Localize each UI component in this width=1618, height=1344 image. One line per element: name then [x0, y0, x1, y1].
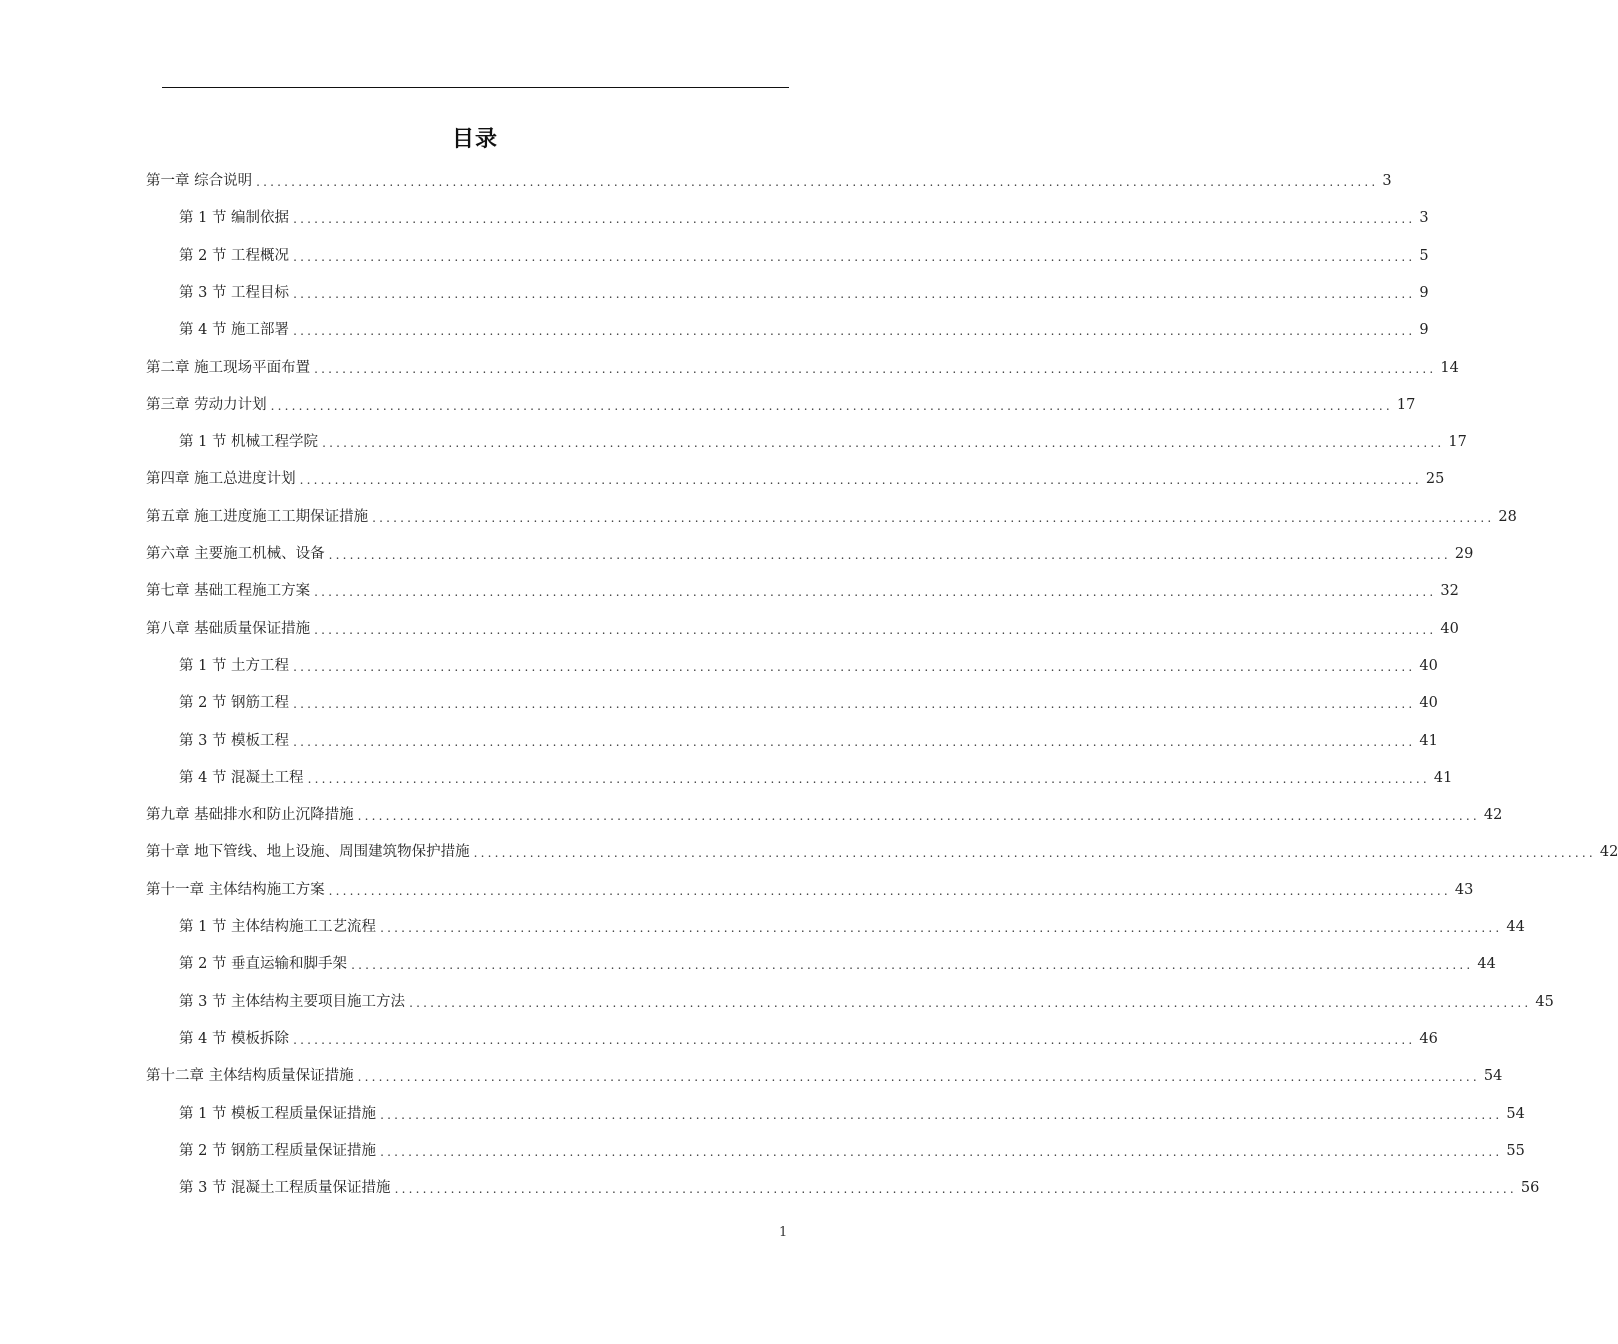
toc-entry-page-number: 28: [1498, 508, 1517, 525]
toc-entry-label: 第 1 节 土方工程: [179, 657, 290, 674]
toc-chapter-entry[interactable]: [146, 804, 1503, 826]
toc-dot-leader: ................................................................................................................................................................: [409, 995, 1532, 1010]
toc-entry-label: 第 3 节 主体结构主要项目施工方法: [179, 993, 406, 1010]
toc-section-entry[interactable]: [179, 282, 1429, 304]
toc-section-entry[interactable]: [179, 319, 1429, 341]
toc-entry-label: 第十章 地下管线、地上设施、周围建筑物保护措施: [146, 844, 470, 861]
toc-entry-page-number: 40: [1419, 657, 1438, 674]
toc-entry-page-number: 9: [1419, 322, 1429, 339]
toc-dot-leader: ................................................................................................................................................................: [270, 398, 1393, 413]
toc-dot-leader: ................................................................................................................................................................: [357, 1070, 1480, 1085]
toc-chapter-entry[interactable]: [146, 170, 1392, 192]
toc-dot-leader: ................................................................................................................................................................: [293, 659, 1416, 674]
toc-chapter-entry[interactable]: [146, 618, 1459, 640]
toc-entry-page-number: 45: [1535, 993, 1554, 1010]
toc-chapter-entry[interactable]: [146, 879, 1474, 901]
toc-section-entry[interactable]: [179, 245, 1429, 267]
toc-entry-label: 第 2 节 工程概况: [179, 247, 290, 264]
toc-dot-leader: ................................................................................................................................................................: [293, 697, 1416, 712]
toc-entry-label: 第四章 施工总进度计划: [146, 471, 296, 488]
toc-entry-label: 第 3 节 模板工程: [179, 732, 290, 749]
toc-dot-leader: ................................................................................................................................................................: [293, 212, 1416, 227]
toc-dot-leader: ................................................................................................................................................................: [357, 809, 1480, 824]
toc-entry-label: 第十一章 主体结构施工方案: [146, 881, 325, 898]
toc-section-entry[interactable]: [179, 916, 1525, 938]
toc-entry-label: 第六章 主要施工机械、设备: [146, 546, 325, 562]
toc-entry-label: 第 3 节 混凝土工程质量保证措施: [179, 1180, 391, 1197]
toc-dot-leader: ................................................................................................................................................................: [307, 771, 1430, 786]
toc-chapter-entry[interactable]: [146, 1065, 1503, 1087]
toc-section-entry[interactable]: [179, 1140, 1525, 1162]
toc-section-entry[interactable]: [179, 1103, 1525, 1125]
toc-dot-leader: ................................................................................................................................................................: [314, 361, 1437, 376]
toc-entry-label: 第 1 节 模板工程质量保证措施: [179, 1105, 377, 1122]
toc-dot-leader: ................................................................................................................................................................: [394, 1182, 1517, 1197]
toc-dot-leader: ................................................................................................................................................................: [372, 510, 1495, 525]
toc-entry-label: 第 1 节 主体结构施工工艺流程: [179, 919, 377, 935]
toc-entry-page-number: 54: [1506, 1105, 1525, 1122]
toc-entry-label: 第八章 基础质量保证措施: [146, 620, 311, 637]
toc-chapter-entry[interactable]: [146, 841, 1618, 863]
toc-dot-leader: ................................................................................................................................................................: [293, 324, 1416, 339]
toc-dot-leader: ................................................................................................................................................................: [380, 1107, 1503, 1122]
toc-entry-page-number: 41: [1433, 769, 1453, 786]
toc-entry-page-number: 3: [1419, 210, 1429, 227]
toc-entry-label: 第七章 基础工程施工方案: [146, 583, 311, 600]
toc-entry-label: 第十二章 主体结构质量保证措施: [146, 1068, 354, 1085]
toc-dot-leader: ................................................................................................................................................................: [293, 734, 1416, 749]
toc-chapter-entry[interactable]: [146, 394, 1416, 416]
toc-chapter-entry[interactable]: [146, 357, 1459, 379]
toc-dot-leader: ................................................................................................................................................................: [256, 175, 1379, 189]
toc-dot-leader: ................................................................................................................................................................: [328, 883, 1451, 898]
toc-entry-label: 第 2 节 钢筋工程: [179, 695, 290, 712]
toc-chapter-entry[interactable]: [146, 506, 1517, 528]
toc-entry-label: 第 4 节 模板拆除: [179, 1030, 290, 1047]
toc-dot-leader: ................................................................................................................................................................: [351, 958, 1474, 973]
toc-entry-label: 第 3 节 工程目标: [179, 284, 290, 301]
toc-entry-page-number: 3: [1382, 173, 1392, 189]
toc-dot-leader: ................................................................................................................................................................: [322, 436, 1445, 451]
toc-dot-leader: ................................................................................................................................................................: [293, 1032, 1416, 1047]
toc-entry-page-number: 44: [1477, 956, 1496, 973]
toc-entry-page-number: 40: [1419, 695, 1438, 712]
page-title: 目录: [451, 126, 498, 152]
toc-entry-label: 第 1 节 编制依据: [179, 210, 290, 227]
toc-chapter-entry[interactable]: [146, 580, 1459, 602]
toc-entry-label: 第 1 节 机械工程学院: [179, 434, 319, 451]
toc-section-entry[interactable]: [179, 207, 1429, 229]
toc-entry-label: 第 4 节 施工部署: [179, 322, 290, 339]
toc-entry-page-number: 42: [1483, 807, 1503, 824]
toc-entry-label: 第 2 节 垂直运输和脚手架: [179, 956, 348, 973]
toc-entry-page-number: 41: [1419, 732, 1438, 749]
toc-entry-page-number: 55: [1506, 1142, 1525, 1159]
toc-section-entry[interactable]: [179, 767, 1453, 789]
toc-entry-page-number: 9: [1419, 284, 1429, 301]
toc-section-entry[interactable]: [179, 730, 1438, 752]
toc-entry-page-number: 17: [1448, 434, 1467, 451]
toc-entry-label: 第 4 节 混凝土工程: [179, 769, 304, 786]
toc-entry-label: 第三章 劳动力计划: [146, 396, 267, 413]
toc-entry-label: 第 2 节 钢筋工程质量保证措施: [179, 1142, 377, 1159]
toc-dot-leader: ................................................................................................................................................................: [328, 548, 1451, 562]
toc-entry-page-number: 5: [1419, 247, 1429, 264]
toc-entry-label: 第五章 施工进度施工工期保证措施: [146, 508, 369, 525]
toc-section-entry[interactable]: [179, 431, 1467, 453]
toc-section-entry[interactable]: [179, 1028, 1438, 1050]
toc-entry-page-number: 25: [1425, 471, 1445, 488]
toc-entry-page-number: 54: [1483, 1068, 1503, 1085]
toc-entry-page-number: 14: [1440, 359, 1459, 376]
toc-entry-label: 第九章 基础排水和防止沉降措施: [146, 807, 354, 824]
toc-entry-page-number: 42: [1599, 844, 1618, 861]
toc-entry-page-number: 40: [1440, 620, 1459, 637]
toc-entry-page-number: 44: [1506, 919, 1525, 935]
toc-section-entry[interactable]: [179, 953, 1496, 975]
toc-dot-leader: ................................................................................................................................................................: [314, 622, 1437, 637]
toc-dot-leader: ................................................................................................................................................................: [380, 921, 1503, 935]
toc-entry-page-number: 43: [1454, 881, 1474, 898]
toc-entry-label: 第二章 施工现场平面布置: [146, 359, 311, 376]
toc-entry-page-number: 32: [1440, 583, 1459, 600]
toc-section-entry[interactable]: [179, 655, 1438, 677]
toc-dot-leader: ................................................................................................................................................................: [293, 249, 1416, 264]
toc-dot-leader: ................................................................................................................................................................: [314, 585, 1437, 600]
toc-chapter-entry[interactable]: [146, 543, 1474, 565]
toc-dot-leader: ................................................................................................................................................................: [293, 286, 1416, 301]
toc-section-entry[interactable]: [179, 692, 1438, 714]
toc-dot-leader: ................................................................................................................................................................: [380, 1144, 1503, 1159]
toc-section-entry[interactable]: [179, 1177, 1540, 1199]
toc-dot-leader: ................................................................................................................................................................: [473, 846, 1596, 861]
toc-entry-page-number: 29: [1454, 546, 1474, 562]
toc-entry-page-number: 46: [1419, 1030, 1438, 1047]
toc-entry-page-number: 56: [1520, 1180, 1540, 1197]
toc-dot-leader: ................................................................................................................................................................: [299, 473, 1422, 488]
toc-section-entry[interactable]: [179, 991, 1554, 1013]
toc-entry-page-number: 17: [1396, 396, 1416, 413]
page-number: 1: [779, 1225, 788, 1240]
toc-entry-label: 第一章 综合说明: [146, 173, 253, 189]
toc-chapter-entry[interactable]: [146, 468, 1445, 490]
